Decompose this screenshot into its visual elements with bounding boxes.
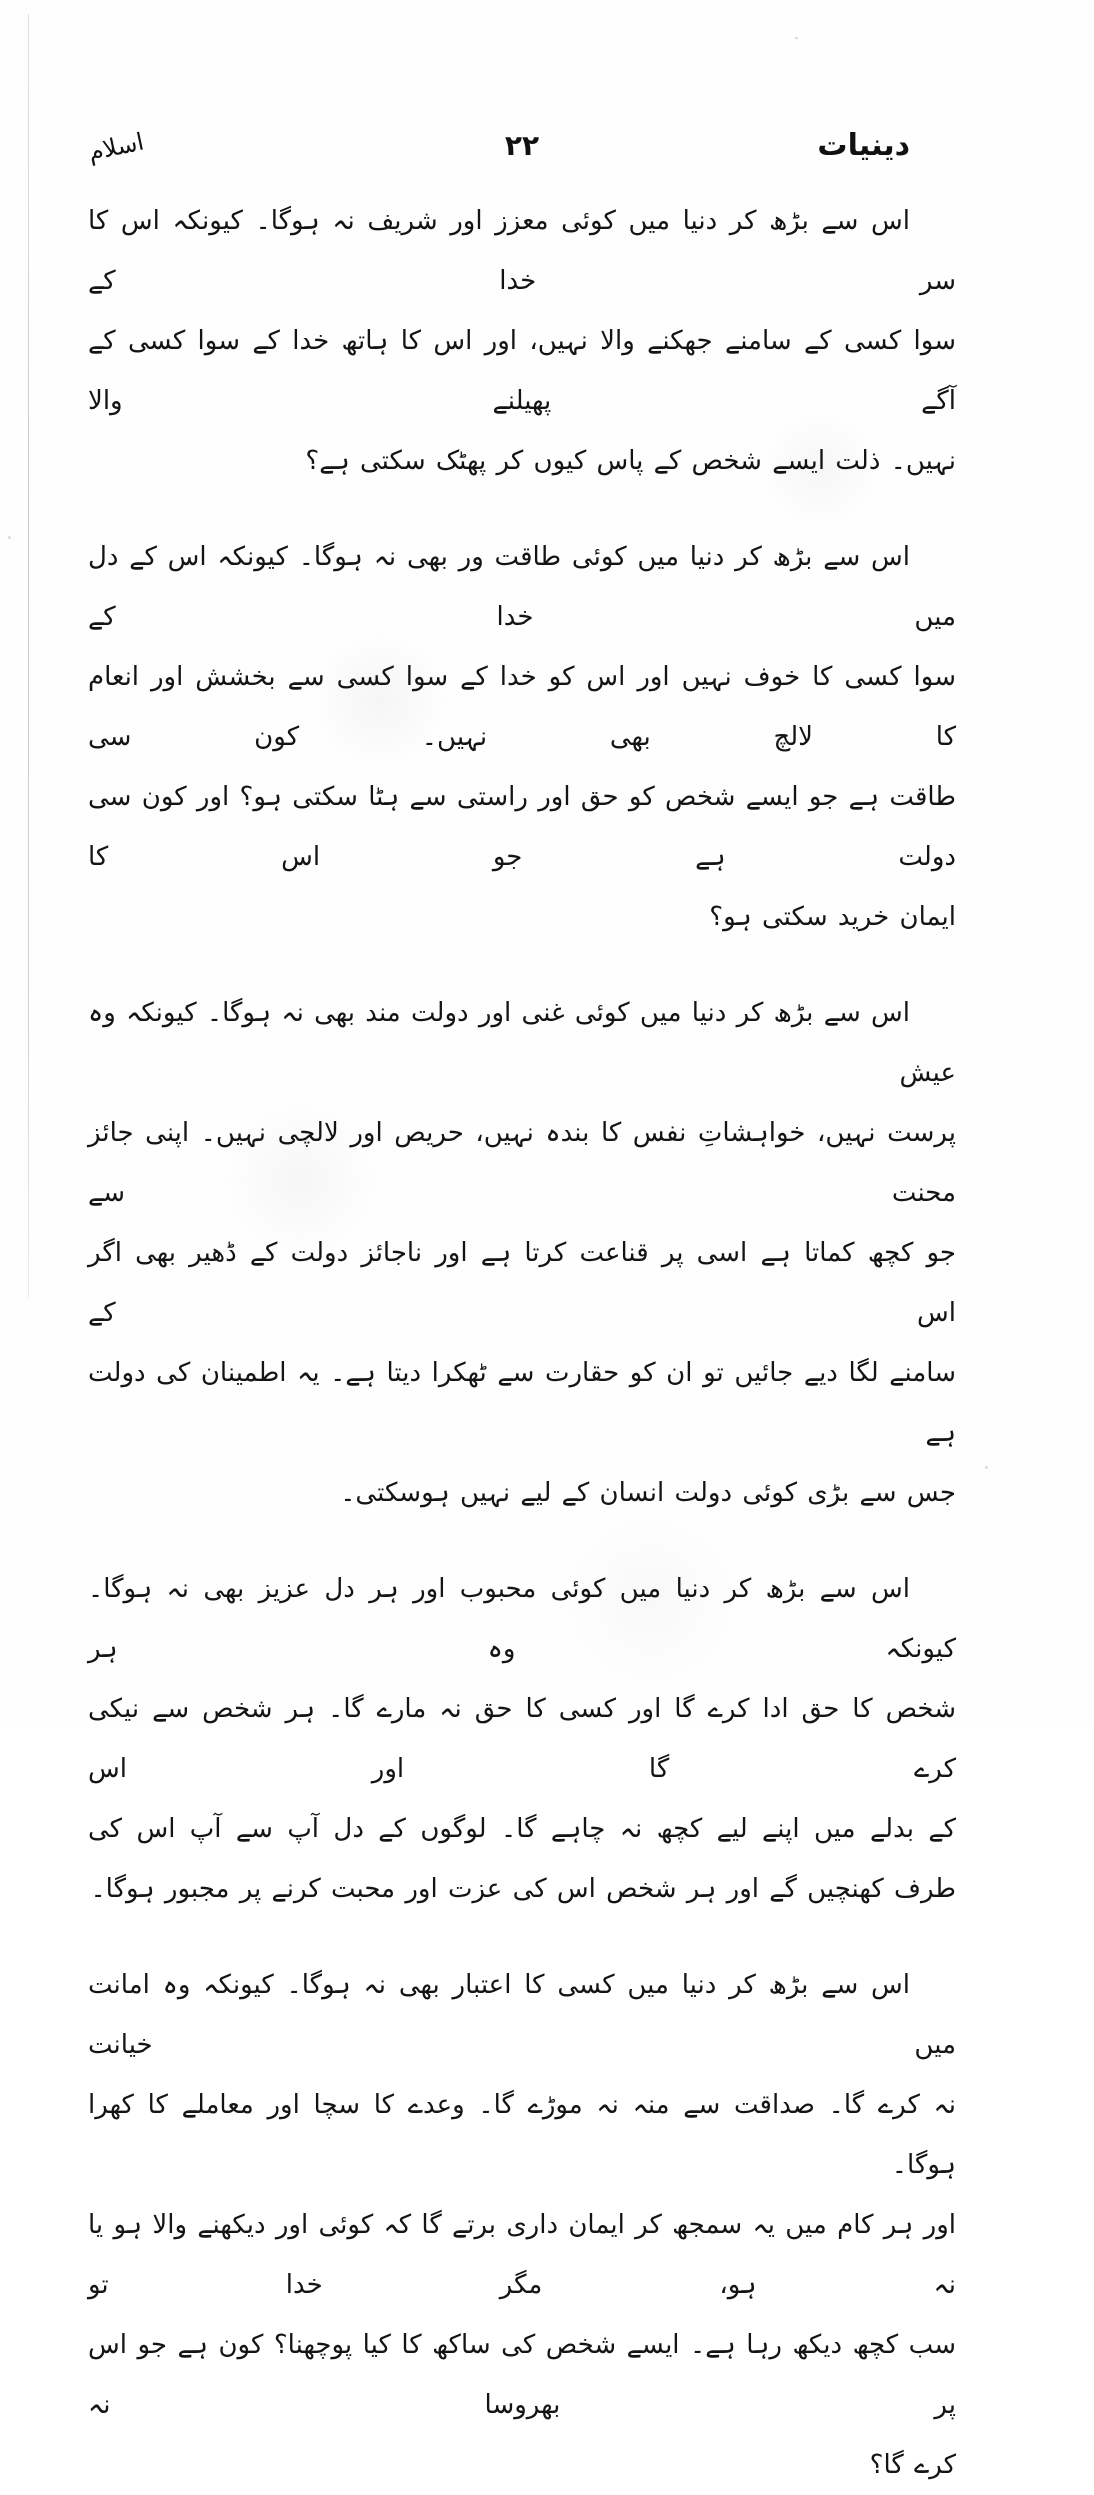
paragraph [88, 527, 956, 947]
paragraph [88, 191, 956, 491]
text-line: اس سے بڑھ کر دنیا میں کسی کا اعتبار بھی نہ ہوگا۔ کیونکہ وہ امانت میں خیانت [88, 1970, 956, 2060]
text-line: سب کچھ دیکھ رہا ہے۔ ایسے شخص کی ساکھ کا کیا پوچھنا؟ کون ہے جو اس پر بھروسا نہ [88, 2330, 956, 2420]
text-line: پرست نہیں، خواہشاتِ نفس کا بندہ نہیں، حریص اور لالچی نہیں۔ اپنی جائز محنت سے [88, 1118, 956, 1208]
text-line: جس سے بڑی کوئی دولت انسان کے لیے نہیں ہوسکتی۔ [340, 1478, 956, 1508]
page-number: ۲۲ [504, 129, 540, 162]
text-line: ایمان خرید سکتی ہو؟ [709, 902, 956, 932]
text-line: سوا کسی کا خوف نہیں اور اس کو خدا کے سوا کسی سے بخشش اور انعام کا لالچ بھی نہیں۔ کون سی [88, 662, 956, 752]
book-title: اسلام [85, 127, 147, 167]
text-line: کے بدلے میں اپنے لیے کچھ نہ چاہے گا۔ لوگوں کے دل آپ سے آپ اس کی [88, 1814, 956, 1844]
text-line: اور ہر کام میں یہ سمجھ کر ایمان داری برتے گا کہ کوئی اور دیکھنے والا ہو یا نہ ہو، مگر خدا تو [88, 2210, 956, 2300]
text-line: اس سے بڑھ کر دنیا میں کوئی طاقت ور بھی نہ ہوگا۔ کیونکہ اس کے دل میں خدا کے [88, 542, 956, 632]
paragraph [88, 1955, 956, 2495]
paragraph [88, 1559, 956, 1919]
scan-speck [8, 536, 11, 539]
text-line: اس سے بڑھ کر دنیا میں کوئی محبوب اور ہر دل عزیز بھی نہ ہوگا۔ کیونکہ وہ ہر [88, 1574, 956, 1664]
section-title: دینیات [817, 128, 910, 163]
text-line: شخص کا حق ادا کرے گا اور کسی کا حق نہ مارے گا۔ ہر شخص سے نیکی کرے گا اور اس [88, 1694, 956, 1784]
scan-speck [985, 1466, 988, 1469]
text-line: اس سے بڑھ کر دنیا میں کوئی غنی اور دولت مند بھی نہ ہوگا۔ کیونکہ وہ عیش [88, 998, 956, 1088]
text-line: جو کچھ کماتا ہے اسی پر قناعت کرتا ہے اور ناجائز دولت کے ڈھیر بھی اگر اس کے [88, 1238, 956, 1328]
text-line: طرف کھنچیں گے اور ہر شخص اس کی عزت اور محبت کرنے پر مجبور ہوگا۔ [90, 1874, 956, 1904]
page-header [85, 127, 956, 167]
text-line: طاقت ہے جو ایسے شخص کو حق اور راستی سے ہٹا سکتی ہو؟ اور کون سی دولت ہے جو اس کا [88, 782, 956, 872]
text-line: نہ کرے گا۔ صداقت سے منہ نہ موڑے گا۔ وعدے کا سچا اور معاملے کا کھرا ہوگا۔ [88, 2090, 956, 2180]
text-line: کرے گا؟ [869, 2450, 956, 2480]
body-text [88, 191, 956, 2495]
text-line: اس سے بڑھ کر دنیا میں کوئی معزز اور شریف نہ ہوگا۔ کیونکہ اس کا سر خدا کے [88, 206, 956, 296]
scan-gutter-line [28, 14, 29, 1299]
text-line: نہیں۔ ذلت ایسے شخص کے پاس کیوں کر پھٹک سکتی ہے؟ [305, 446, 956, 476]
page-content [85, 127, 956, 2495]
paragraph [88, 983, 956, 1523]
scan-speck [795, 37, 798, 39]
text-line: سامنے لگا دیے جائیں تو ان کو حقارت سے ٹھکرا دیتا ہے۔ یہ اطمینان کی دولت ہے [88, 1358, 956, 1448]
text-line: سوا کسی کے سامنے جھکنے والا نہیں، اور اس کا ہاتھ خدا کے سوا کسی کے آگے پھیلنے والا [88, 326, 956, 416]
